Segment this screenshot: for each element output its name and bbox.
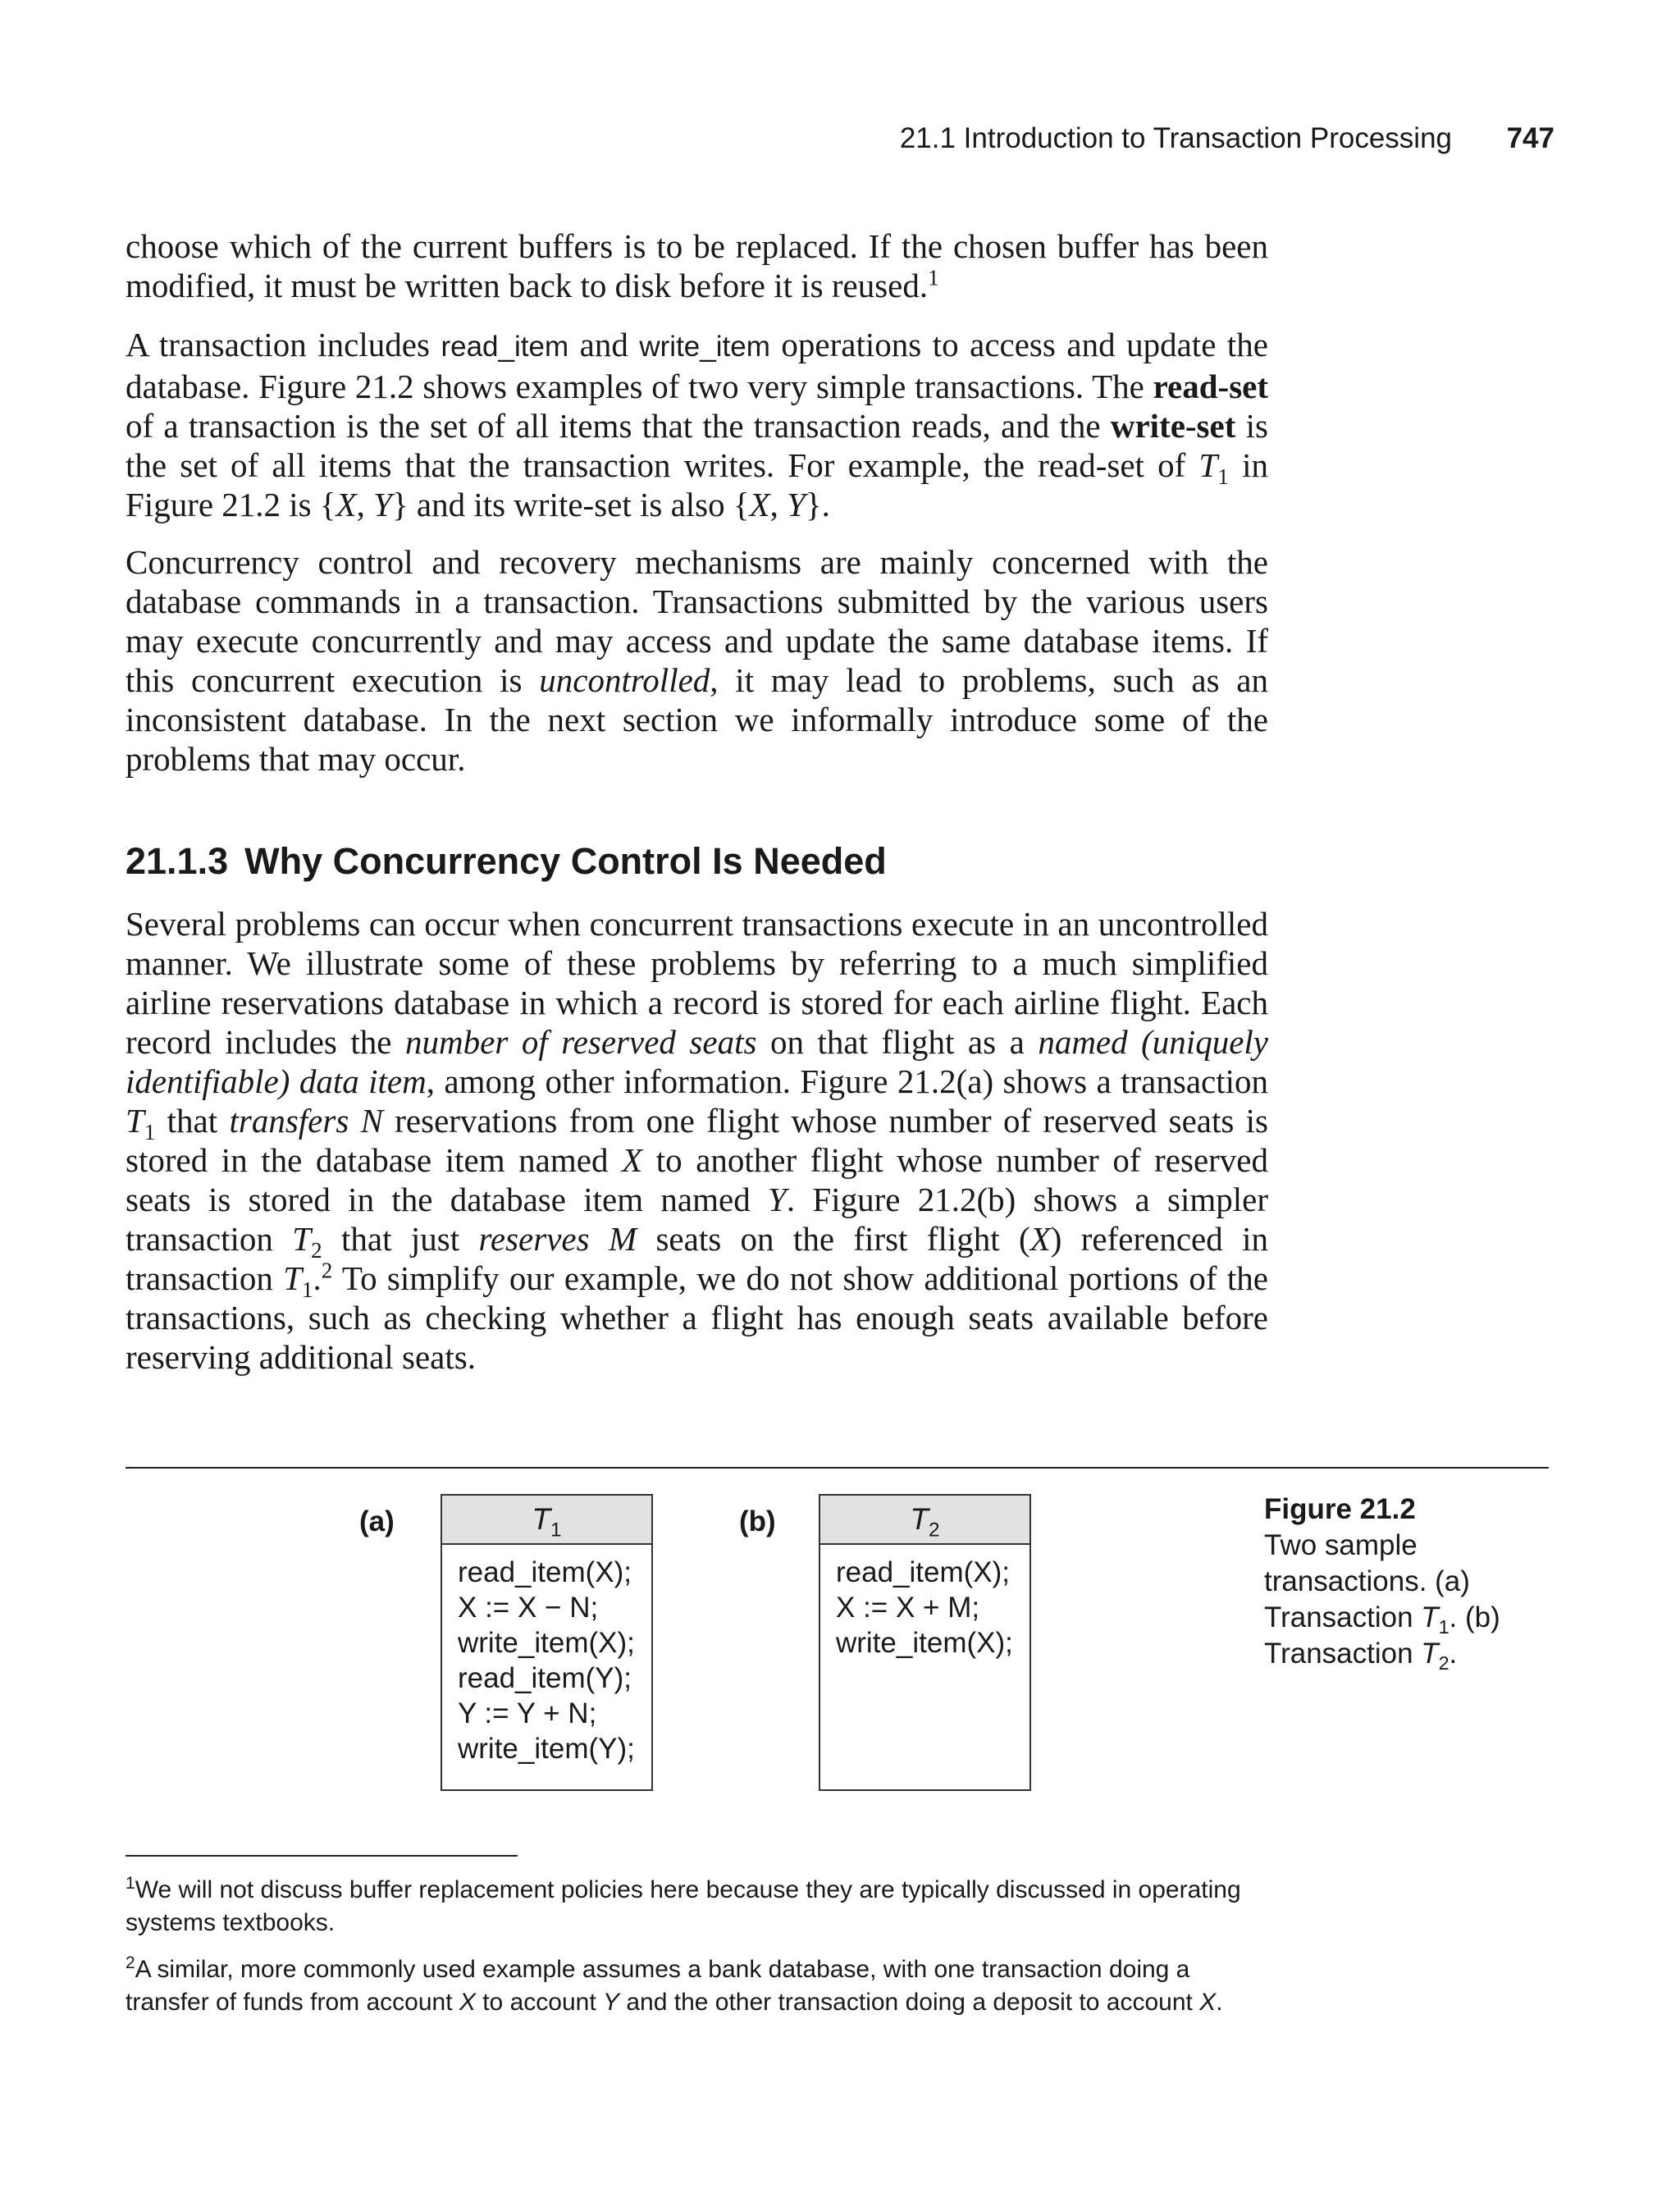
var-y: Y <box>768 1181 787 1218</box>
text-run: and <box>568 326 640 363</box>
paragraph-airline-example <box>126 904 1268 1377</box>
var-sub: 1 <box>1217 464 1229 490</box>
footnote-number: 1 <box>126 1874 135 1893</box>
write-set-term: write-set <box>1110 407 1236 445</box>
text-run: is the set of all items that the transaction writes. For example, the read-set of <box>126 407 1268 484</box>
operation-line: write_item(X); <box>836 1627 1013 1659</box>
figure-label-a: (a) <box>359 1505 395 1537</box>
text-run: in Figure 21.2 is { <box>126 446 1268 523</box>
var-t: T <box>1421 1638 1439 1670</box>
var-x: X <box>336 486 357 523</box>
write-item-term: write_item <box>639 331 770 363</box>
text-run: }. <box>805 486 830 523</box>
transaction-sub: 1 <box>550 1519 562 1542</box>
var-t: T <box>292 1220 312 1258</box>
footnote-text: A similar, more commonly used example assumes a bank database, with one transaction doing a transfer of funds from account <box>126 1956 1190 2016</box>
read-set-term: read-set <box>1153 368 1268 405</box>
operation-line: read_item(X); <box>458 1556 632 1588</box>
text-run: ) referenced in transaction <box>126 1220 1268 1297</box>
text-run: To simplify our example, we do not show additional portions of the transactions, such as checking whether a flight has enough seats available before reserving additional seats. <box>126 1259 1268 1376</box>
emphasis: number of reserved seats <box>405 1023 757 1061</box>
read-item-term: read_item <box>441 331 569 363</box>
footnote-ref-2: 2 <box>321 1258 333 1283</box>
text-run: Concurrency control and recovery mechanisms are mainly concerned with the database commands in a transaction. Transactions submitted by the various users may execute concurrently and may access and update the same database items. If this concurrent execution is <box>126 543 1268 699</box>
text-run: Several problems can occur when concurrent transactions execute in an uncontrolled manner. We illustrate some of these problems by referring to a much simplified airline reservations database in which a record is stored for each airline flight. Each record includes the <box>126 905 1268 1061</box>
transaction-t1-box <box>441 1494 653 1791</box>
text-run: reservations from one flight whose number of reserved seats is stored in the database item named <box>126 1102 1268 1179</box>
text-run: of a transaction is the set of all items that the transaction reads, and the <box>126 407 1111 445</box>
transaction-name: T <box>910 1502 929 1536</box>
text-run: , <box>356 486 374 523</box>
transaction-t1-operations <box>442 1545 651 1766</box>
caption-text: . (b) Transaction <box>1264 1601 1500 1670</box>
var-x: X <box>1199 1989 1217 2016</box>
var-x: X <box>749 486 770 523</box>
transaction-t1-header <box>442 1496 651 1545</box>
text-run: , <box>769 486 788 523</box>
paragraph-read-write-set <box>126 325 1268 524</box>
text-run: . <box>313 1259 322 1297</box>
transaction-t2-operations <box>820 1545 1029 1661</box>
text-run: . Figure 21.2(b) shows a simpler transaction <box>126 1181 1268 1258</box>
transaction-name: T <box>532 1502 551 1536</box>
text-run: to another flight whose number of reserved seats is stored in the database item named <box>126 1141 1268 1218</box>
operation-line: X := X − N; <box>458 1592 599 1624</box>
var-sub: 2 <box>1438 1652 1449 1674</box>
figure-label-b: (b) <box>739 1505 776 1537</box>
section-heading <box>126 838 887 884</box>
text-run: on that flight as a <box>756 1023 1039 1061</box>
var-sub: 2 <box>311 1238 322 1263</box>
footnote-text: . <box>1216 1989 1223 2016</box>
emphasis: transfers N <box>229 1102 383 1140</box>
transaction-t2-box <box>819 1494 1031 1791</box>
footnote-ref-1: 1 <box>928 265 939 290</box>
section-title: Why Concurrency Control Is Needed <box>244 840 887 882</box>
text-run: that <box>155 1102 230 1140</box>
running-head <box>820 119 1554 158</box>
var-y: Y <box>787 486 806 523</box>
var-t: T <box>1198 446 1218 484</box>
footnote-number: 2 <box>126 1953 135 1972</box>
operation-line: Y := Y + N; <box>458 1697 597 1729</box>
operation-line: write_item(Y); <box>458 1733 635 1765</box>
paragraph-buffers <box>126 226 1268 305</box>
var-x: X <box>622 1141 643 1179</box>
footnote-rule <box>126 1855 518 1857</box>
var-t: T <box>1421 1601 1439 1633</box>
text-run: , it may lead to problems, such as an inconsistent database. In the next section we informally introduce some of the problems that may occur. <box>126 661 1268 778</box>
var-sub: 1 <box>1438 1616 1449 1638</box>
uncontrolled-emphasis: uncontrolled <box>539 661 710 699</box>
figure-caption-title: Figure 21.2 <box>1264 1493 1416 1525</box>
operation-line: read_item(Y); <box>458 1662 632 1694</box>
var-sub: 1 <box>302 1277 313 1303</box>
text-run: seats on the first flight ( <box>637 1220 1030 1258</box>
footnote-text: to account <box>475 1989 603 2016</box>
running-title: 21.1 Introduction to Transaction Processing <box>899 122 1452 154</box>
emphasis: named (uniquely identifiable) data item <box>126 1023 1268 1100</box>
text-run: } and its write-set is also { <box>391 486 750 523</box>
text-run: , among other information. Figure 21.2(a) shows a transaction <box>426 1062 1268 1100</box>
section-number: 21.1.3 <box>126 840 229 882</box>
var-sub: 1 <box>144 1120 156 1145</box>
transaction-sub: 2 <box>929 1519 940 1542</box>
caption-text: . <box>1449 1638 1458 1670</box>
paragraph-concurrency <box>126 542 1268 779</box>
footnote-1 <box>126 1874 1268 1939</box>
var-x: X <box>1029 1220 1051 1258</box>
var-t: T <box>126 1102 144 1140</box>
operation-line: X := X + M; <box>836 1592 980 1624</box>
figure-top-rule <box>126 1467 1549 1469</box>
var-x: X <box>459 1989 476 2016</box>
text-run: operations to access and update the database. Figure 21.2 shows examples of two very simple transactions. The <box>126 326 1269 405</box>
emphasis: reserves M <box>478 1220 637 1258</box>
transaction-t2-header <box>820 1496 1029 1545</box>
footnote-2 <box>126 1953 1268 2019</box>
figure-caption <box>1264 1492 1543 1672</box>
var-t: T <box>283 1259 303 1297</box>
text-run: that just <box>322 1220 479 1258</box>
operation-line: write_item(X); <box>458 1627 635 1659</box>
page-number: 747 <box>1506 122 1554 154</box>
var-y: Y <box>373 486 392 523</box>
paragraph-text: choose which of the current buffers is to be replaced. If the chosen buffer has been modified, it must be written back to disk before it is reused. <box>126 227 1268 304</box>
caption-text: Two sample transactions. (a) Transaction <box>1264 1529 1470 1633</box>
footnote-text: and the other transaction doing a deposit to account <box>619 1989 1200 2016</box>
footnote-text: We will not discuss buffer replacement policies here because they are typically discussed in operating systems textbooks. <box>126 1876 1241 1936</box>
text-run: A transaction includes <box>126 326 441 363</box>
var-y: Y <box>603 1989 620 2016</box>
operation-line: read_item(X); <box>836 1556 1011 1588</box>
